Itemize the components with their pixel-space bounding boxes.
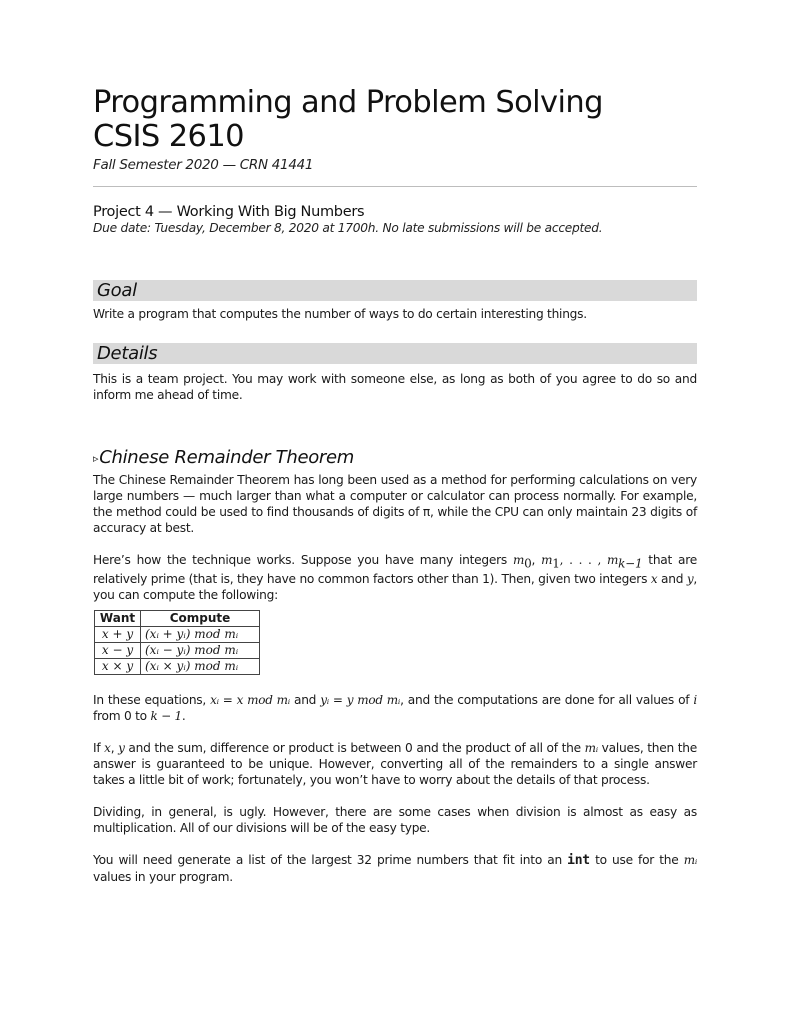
- table-row: [95, 643, 260, 659]
- math-var: x: [650, 572, 658, 587]
- text-run: and the sum, difference or product is between 0 and the product of all of the: [124, 741, 585, 756]
- semester-subtitle: Fall Semester 2020 — CRN 41441: [93, 157, 314, 173]
- section-heading-goal: Goal: [93, 280, 697, 301]
- math-var: i: [693, 693, 697, 708]
- table-cell: (xᵢ × yᵢ) mod mᵢ: [141, 659, 260, 675]
- subsection-title: Chinese Remainder Theorem: [99, 447, 355, 468]
- due-date: Due date: Tuesday, December 8, 2020 at 1700h. No late submissions will be accepted.: [93, 221, 603, 235]
- text-run: and: [289, 693, 321, 708]
- table-row: [95, 659, 260, 675]
- section-heading-details: Details: [93, 343, 697, 364]
- table-cell: x + y: [95, 627, 141, 643]
- math-expr: k − 1: [150, 709, 182, 724]
- triangle-marker-icon: ▹: [93, 452, 99, 465]
- text-run: Here’s how the technique works. Suppose you have many integers: [93, 553, 513, 567]
- text-run: , and the computations are done for all values of: [400, 693, 694, 708]
- math-sub: 1: [552, 556, 560, 571]
- text-run: ,: [110, 741, 119, 756]
- text-run: to use for the: [589, 853, 684, 868]
- crt-paragraph-1: The Chinese Remainder Theorem has long been used as a method for performing calculations on very large numbers — much larger than what a computer or calculator can process normally. For example, the method could be used to find thousands of digits of π, while the CPU can only maintain 23 digits of accuracy at best.: [93, 473, 697, 535]
- text-run: ,: [531, 553, 542, 567]
- code-int: int: [567, 853, 590, 869]
- math-expr: yᵢ = y mod mᵢ: [320, 693, 401, 708]
- course-title-line1: Programming and Problem Solving: [93, 85, 603, 120]
- project-title: Project 4 — Working With Big Numbers: [93, 204, 365, 220]
- crt-paragraph-6: [93, 852, 697, 885]
- text-run: and: [657, 572, 687, 587]
- text-run: that are relatively prime (that is, they have no common factors other than 1). Then, given two integers: [93, 553, 697, 587]
- math-dots: , . . . ,: [559, 553, 607, 567]
- details-text: This is a team project. You may work with someone else, as long as both of you agree to do so and inform me ahead of time.: [93, 372, 697, 402]
- text-run: If: [93, 741, 105, 756]
- text-run: from 0 to: [93, 709, 151, 724]
- math-var: mᵢ: [683, 853, 697, 868]
- column-header-want: Want: [95, 611, 141, 627]
- math-var: m: [512, 553, 525, 567]
- operations-table: [94, 610, 260, 675]
- goal-text: Write a program that computes the number of ways to do certain interesting things.: [93, 307, 587, 321]
- table-row: [95, 627, 260, 643]
- math-sub: 0: [524, 556, 532, 571]
- text-run: values, then the answer is guaranteed to be unique. However, converting all of the remainders to a single answer takes a little bit of work; fortunately, you won’t have to worry about the details of that process.: [93, 741, 697, 788]
- text-run: You will need generate a list of the largest 32 prime numbers that fit into an: [93, 853, 568, 868]
- crt-paragraph-4: [93, 740, 697, 788]
- table-cell: x − y: [95, 643, 141, 659]
- course-title-line2: CSIS 2610: [93, 119, 244, 154]
- table-cell: (xᵢ + yᵢ) mod mᵢ: [141, 627, 260, 643]
- column-header-compute: Compute: [141, 611, 260, 627]
- math-var: mᵢ: [584, 741, 598, 756]
- text-run: values in your program.: [93, 870, 233, 885]
- crt-paragraph-3: [93, 692, 697, 724]
- math-var: m: [541, 553, 553, 567]
- text-run: , you can compute the following:: [93, 572, 697, 603]
- math-sub: k−1: [618, 556, 643, 571]
- table-cell: (xᵢ − yᵢ) mod mᵢ: [141, 643, 260, 659]
- crt-paragraph-2: [93, 552, 697, 603]
- text-run: .: [181, 709, 186, 724]
- crt-paragraph-5: Dividing, in general, is ugly. However, there are some cases when division is almost as easy as multiplication. All of our divisions will be of the easy type.: [93, 805, 697, 836]
- math-var: y: [686, 572, 694, 587]
- math-expr: xᵢ = x mod mᵢ: [210, 693, 290, 708]
- table-cell: x × y: [95, 659, 141, 675]
- math-var: x: [104, 741, 111, 756]
- course-title: [93, 86, 705, 154]
- table-header-row: [95, 611, 260, 627]
- document-page: [93, 86, 705, 885]
- subsection-heading-crt: [93, 448, 705, 469]
- header-divider: [93, 186, 697, 187]
- text-run: In these equations,: [93, 693, 211, 708]
- math-var: y: [118, 741, 125, 756]
- math-var: m: [606, 553, 619, 567]
